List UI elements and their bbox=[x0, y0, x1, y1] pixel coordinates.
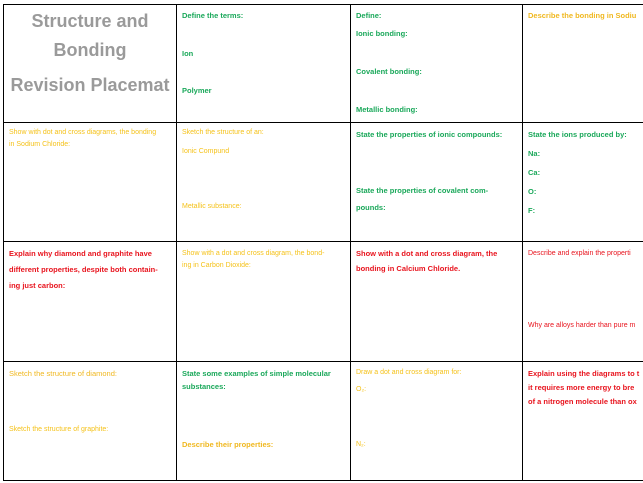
ionic-compound-label: Ionic Compund bbox=[182, 148, 230, 155]
properties-cell[interactable] bbox=[350, 122, 523, 242]
diamond-graphite-cell[interactable] bbox=[3, 241, 177, 362]
sketch-graphite-prompt: Sketch the structure of graphite: bbox=[9, 426, 109, 433]
diamond-graphite-sketch-cell[interactable] bbox=[3, 361, 177, 481]
sketch-structure-cell[interactable] bbox=[176, 122, 351, 242]
metallic-bonding-label: Metallic bonding: bbox=[356, 105, 418, 114]
define-heading: Define: bbox=[356, 11, 382, 20]
title-line-3: Revision Placemat bbox=[10, 75, 170, 95]
diamond-graphite-line-1: Explain why diamond and graphite have bbox=[9, 249, 152, 258]
draw-dot-cross-heading: Draw a dot and cross diagram for: bbox=[356, 369, 462, 376]
n2-label: N₂: bbox=[356, 441, 366, 448]
ions-heading: State the ions produced by: bbox=[528, 130, 627, 139]
define-terms-cell[interactable] bbox=[176, 4, 351, 123]
revision-placemat-grid bbox=[3, 4, 643, 480]
nacl-prompt-line-2: in Sodium Chloride: bbox=[9, 141, 71, 148]
diamond-graphite-line-2: different properties, despite both contain- bbox=[9, 265, 158, 274]
o2-label: O₂: bbox=[356, 386, 367, 393]
term-polymer: Polymer bbox=[182, 86, 212, 95]
bond-energy-cell[interactable] bbox=[522, 361, 643, 481]
o2-n2-dot-cross-cell[interactable] bbox=[350, 361, 523, 481]
nacl-dot-cross-cell[interactable] bbox=[3, 122, 177, 242]
nacl-prompt-line-1: Show with dot and cross diagrams, the bonding bbox=[9, 129, 157, 136]
metals-properties-cell[interactable] bbox=[522, 241, 643, 362]
cacl2-dot-cross-cell[interactable] bbox=[350, 241, 523, 362]
cacl2-prompt-line-2: bonding in Calcium Chloride. bbox=[356, 264, 461, 273]
metal-properties-prompt: Describe and explain the properti bbox=[528, 250, 631, 257]
metallic-substance-label: Metallic substance: bbox=[182, 203, 242, 210]
sodium-bonding-cell[interactable] bbox=[522, 4, 643, 123]
covalent-bonding-label: Covalent bonding: bbox=[356, 67, 422, 76]
define-terms-heading: Define the terms: bbox=[182, 11, 244, 20]
diamond-graphite-line-3: ing just carbon: bbox=[9, 281, 66, 290]
define-bonding-cell[interactable] bbox=[350, 4, 523, 123]
bond-energy-line-3: of a nitrogen molecule than ox bbox=[528, 397, 637, 406]
alloys-prompt: Why are alloys harder than pure m bbox=[528, 322, 636, 329]
title-line-2: Bonding bbox=[53, 40, 127, 60]
sodium-bonding-heading: Describe the bonding in Sodiu bbox=[528, 11, 637, 20]
co2-prompt-line-1: Show with a dot and cross diagram, the bond- bbox=[182, 250, 325, 257]
sketch-structure-heading: Sketch the structure of an: bbox=[182, 129, 264, 136]
title-cell bbox=[3, 4, 177, 123]
ion-ca: Ca: bbox=[528, 168, 541, 177]
ion-f: F: bbox=[528, 206, 536, 215]
ions-produced-cell[interactable] bbox=[522, 122, 643, 242]
ion-o: O: bbox=[528, 187, 537, 196]
sketch-diamond-prompt: Sketch the structure of diamond: bbox=[9, 369, 117, 378]
ion-na: Na: bbox=[528, 149, 541, 158]
bond-energy-line-2: it requires more energy to bre bbox=[528, 383, 635, 392]
simple-molecular-cell[interactable] bbox=[176, 361, 351, 481]
co2-prompt-line-2: ing in Carbon Dioxide: bbox=[182, 262, 251, 269]
cacl2-prompt-line-1: Show with a dot and cross diagram, the bbox=[356, 249, 498, 258]
ionic-properties-prompt: State the properties of ionic compounds: bbox=[356, 130, 503, 139]
title-line-1: Structure and bbox=[31, 11, 149, 31]
simple-molecular-line-1: State some examples of simple molecular bbox=[182, 369, 331, 378]
term-ion: Ion bbox=[182, 49, 194, 58]
bond-energy-line-1: Explain using the diagrams to t bbox=[528, 369, 640, 378]
covalent-properties-line-1: State the properties of covalent com- bbox=[356, 186, 489, 195]
describe-properties-prompt: Describe their properties: bbox=[182, 440, 274, 449]
covalent-properties-line-2: pounds: bbox=[356, 203, 386, 212]
ionic-bonding-label: Ionic bonding: bbox=[356, 29, 408, 38]
co2-dot-cross-cell[interactable] bbox=[176, 241, 351, 362]
simple-molecular-line-2: substances: bbox=[182, 382, 226, 391]
